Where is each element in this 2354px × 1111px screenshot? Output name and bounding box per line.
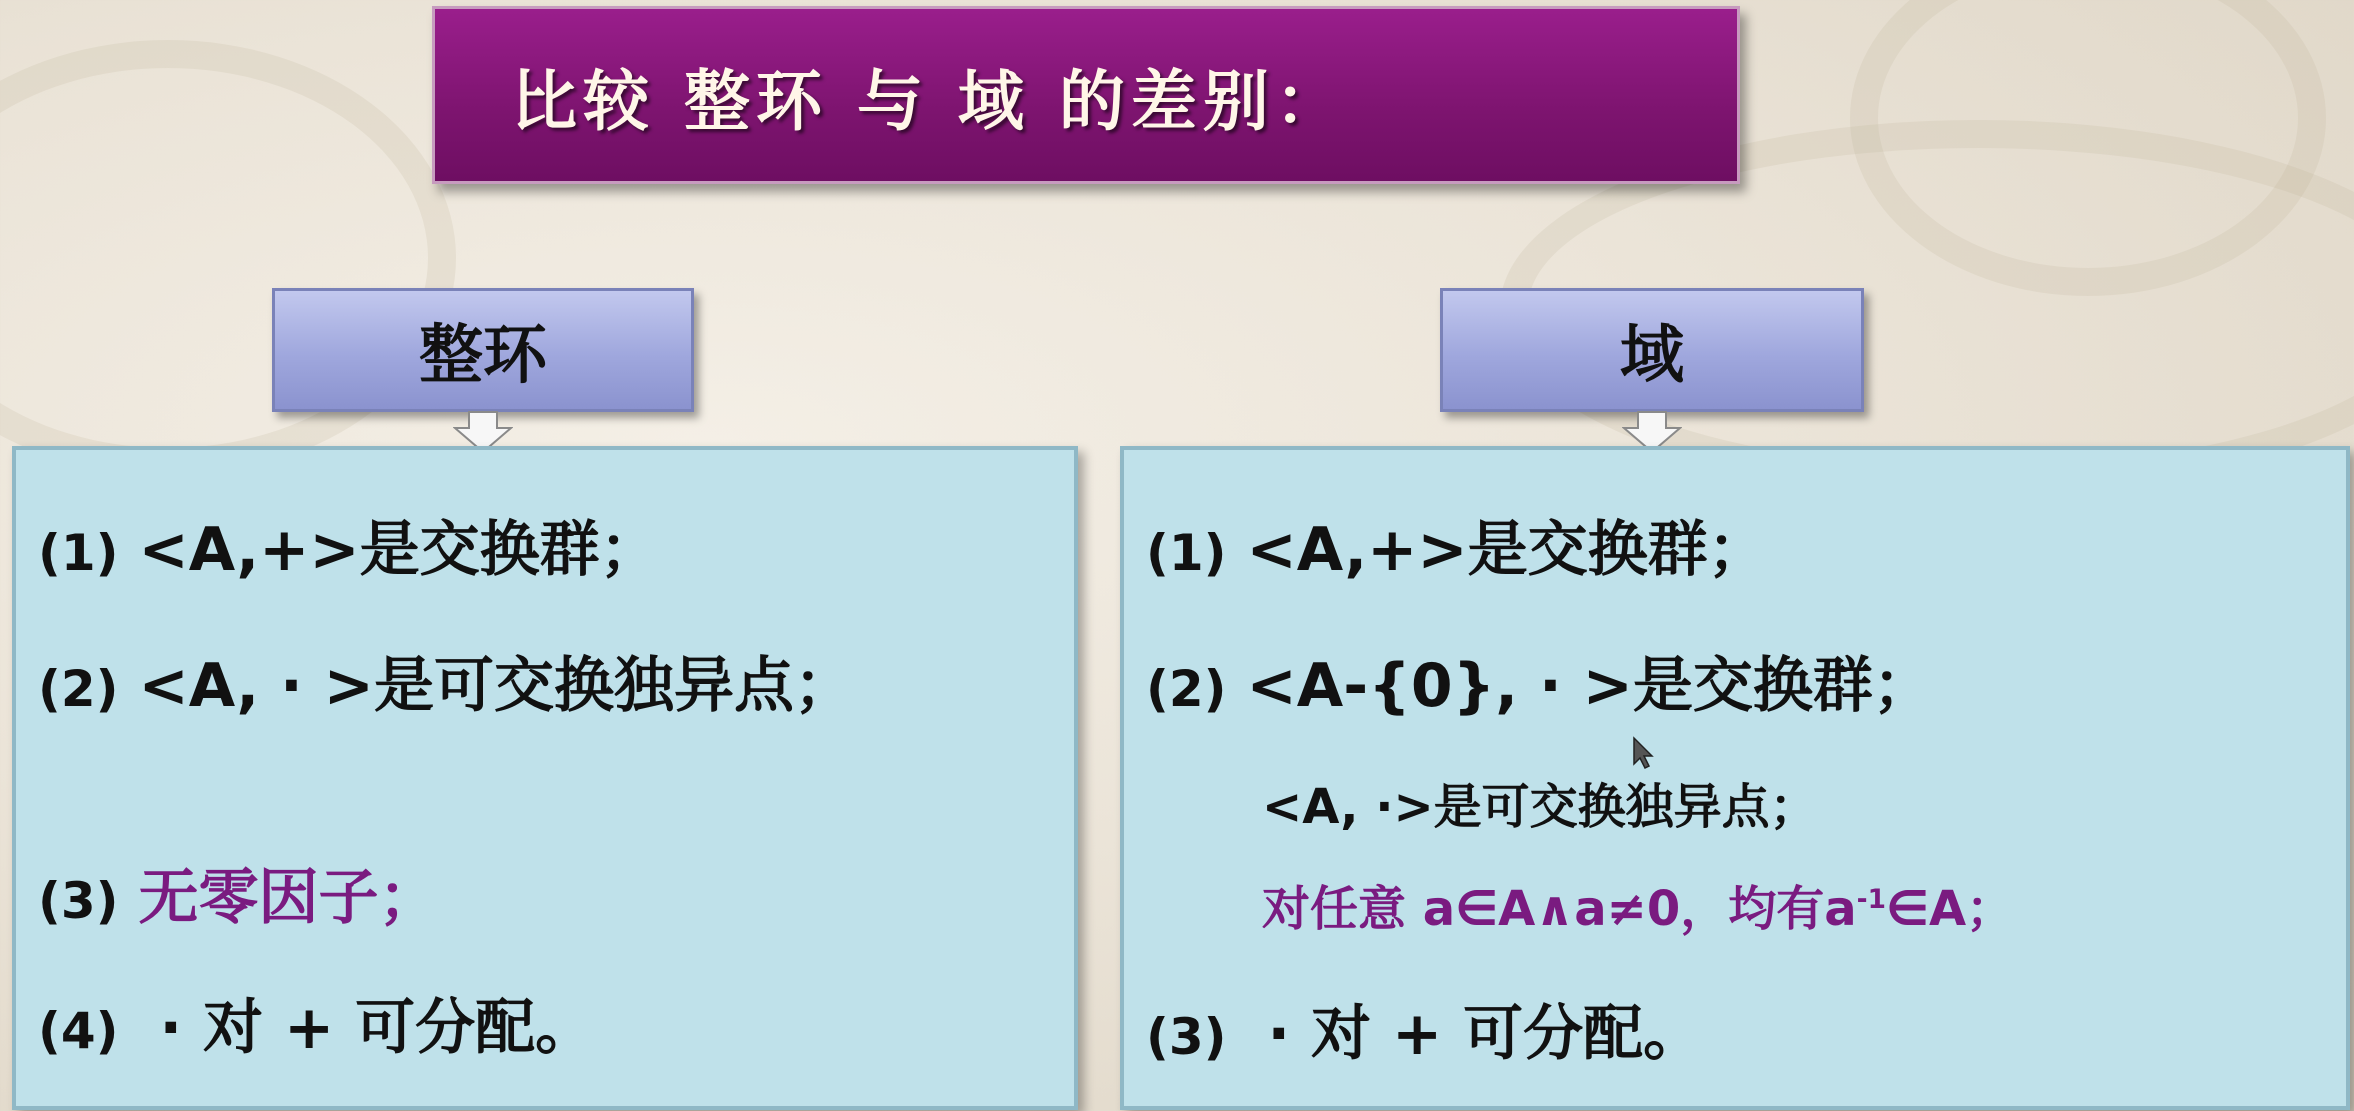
integral-domain-header	[272, 288, 694, 412]
field-header	[1440, 288, 1864, 412]
list-item: (3) · 对 + 可分配。	[1146, 999, 1704, 1069]
list-item: (3) 无零因子；	[38, 863, 439, 933]
slide-title: 比较 整环 与 域 的差别：	[511, 62, 1347, 140]
field-panel	[1120, 446, 2350, 1110]
list-item: (2) <A, · >是可交换独异点；	[38, 651, 854, 721]
list-item: (4) · 对 + 可分配。	[38, 993, 596, 1063]
mouse-pointer-icon	[1632, 736, 1656, 770]
sub-item: <A, ·>是可交换独异点；	[1262, 779, 1818, 835]
integral-domain-panel	[12, 446, 1078, 1110]
sub-item-highlight: 对任意 a∈A∧a≠0，均有$a^{-1}\in A$；	[1262, 881, 2015, 937]
integral-domain-header-label: 整环	[419, 319, 547, 393]
field-header-label: 域	[1620, 319, 1684, 393]
list-item: (1) <A,+>是交换群；	[1146, 515, 1768, 585]
title-banner	[432, 6, 1740, 184]
list-item: (1) <A,+>是交换群；	[38, 515, 660, 585]
list-item: (2) <A-{0}, · >是交换群；	[1146, 651, 1933, 721]
